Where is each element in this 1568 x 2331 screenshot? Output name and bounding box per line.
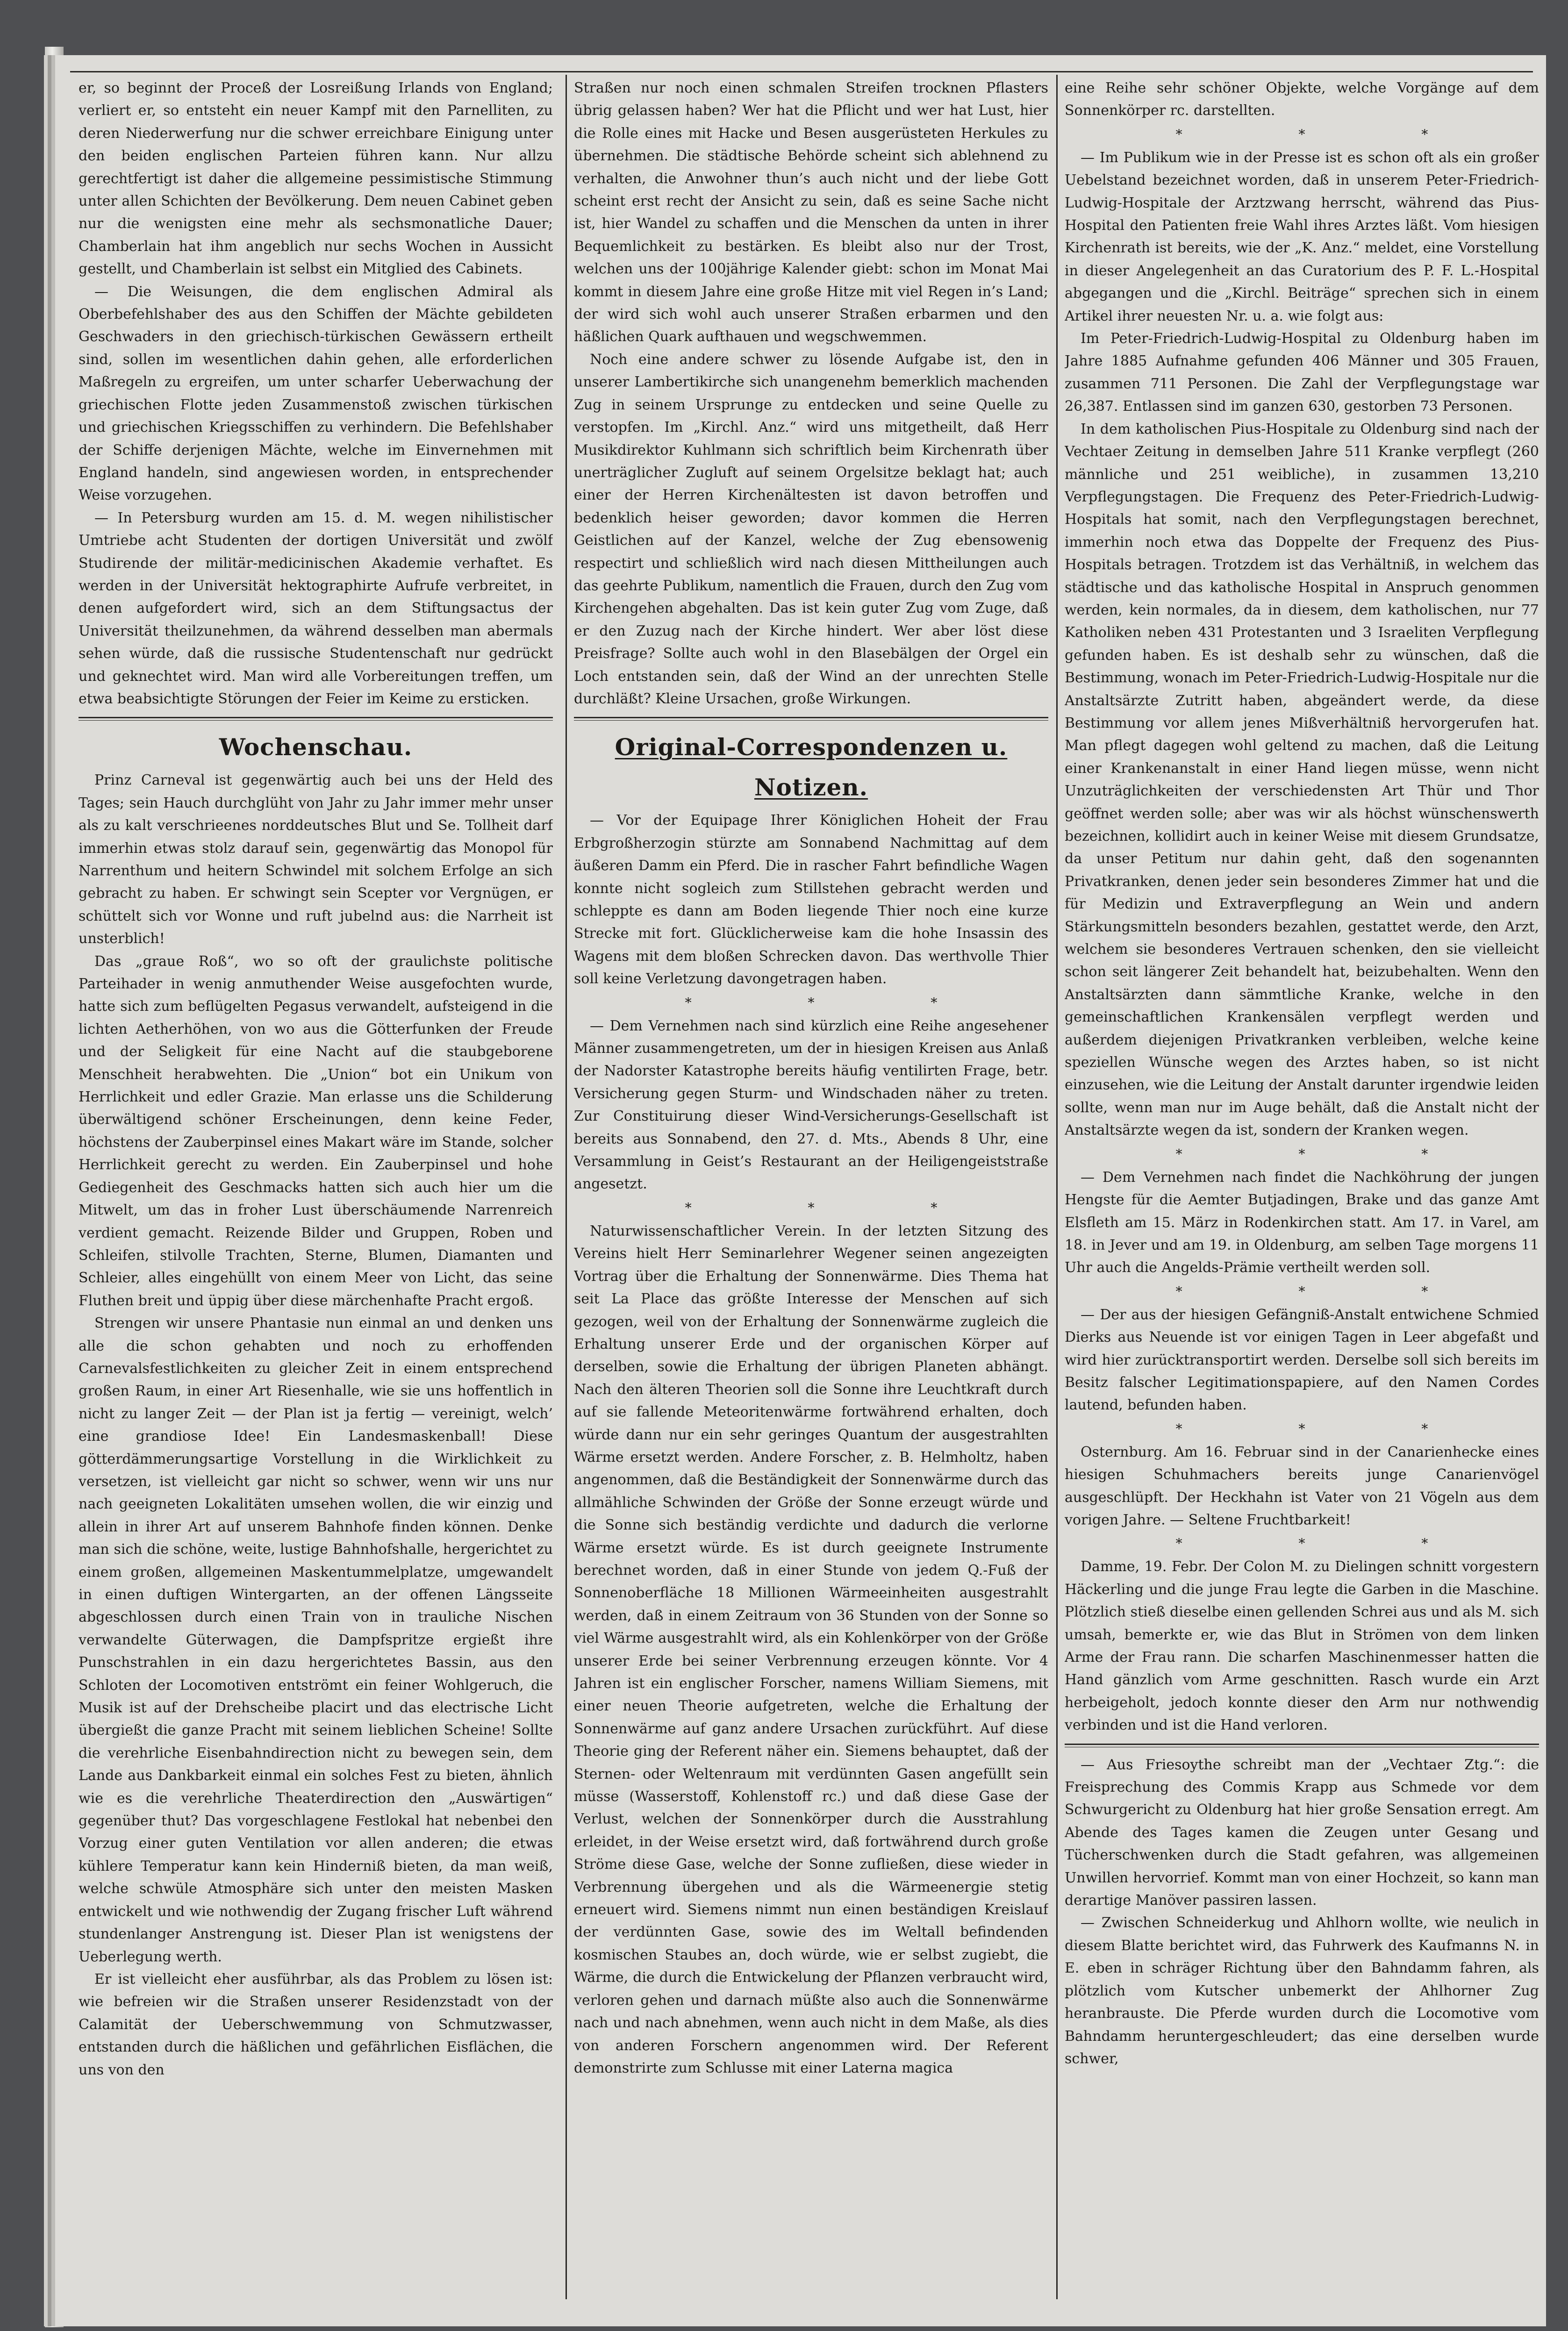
article-paragraph: — Zwischen Schneiderkug und Ahlhorn wollte, wie neulich in diesem Blatte berichtet wird, das Fuhrwerk des Kaufmanns N. in E. eben in schräger Richtung über den Bahndamm fahren, als plötzlich vom Kutscher unbemerkt der Ahlhorner Zug heranbrauste. Die Pferde wurden durch die Locomotive vom Bahndamm heruntergeschleudert; das eine derselben wurde schwer,	[1065, 1915, 1539, 2067]
article-paragraph: — Aus Friesoythe schreibt man der „Vechtaer Ztg.“: die Freisprechung des Commis Krapp aus Schmede vor dem Schwurgericht zu Oldenburg hat hier große Sensation erregt. Am Abende des Tages kamen die Zeugen unter Gesang und Tücherschwenken durch die Stadt gefahren, was allgemeinen Unwillen hervorrief. Kommt man von einer Hochzeit, so kann man derartige Manöver passiren lassen.	[1065, 1756, 1539, 1909]
article-paragraph: Er ist vielleicht eher ausführbar, als das Problem zu lösen ist: wie befreien wir die Straßen unserer Residenzstadt von der Calamität der Ueberschwemmung von Schmutzwasser, entstanden durch die häßlichen und gefährlichen Eisflächen, die uns von den	[79, 1971, 553, 2078]
article-paragraph: er, so beginnt der Proceß der Losreißung Irlands von England; verliert er, so entsteht ein neuer Kampf mit den Parnelliten, zu deren Niederwerfung nur die schwer erreichbare Einigung unter den beiden englischen Parteien führen kann. Nur allzu gerechtfertigt ist daher die allgemeine pessimistische Stimmung unter allen Schichten der Bevölkerung. Dem neuen Cabinet geben nur die wenigsten eine mehr als sechsmonatliche Dauer; Chamberlain hat ihm angeblich nur sechs Wochen in Aussicht gestellt, und Chamberlain ist selbst ein Mitglied des Cabinets.	[79, 80, 553, 278]
article-paragraph: Im Peter-Friedrich-Ludwig-Hospital zu Oldenburg haben im Jahre 1885 Aufnahme gefunden 406 Männer und 305 Frauen, zusammen 711 Personen. Die Zahl der Verpflegungstage war 26,387. Entlassen sind im ganzen 630, gestorben 73 Personen.	[1065, 330, 1539, 415]
asterism-divider: * * *	[1175, 1421, 1484, 1437]
section-separator	[79, 717, 553, 721]
article-paragraph: Strengen wir unsere Phantasie nun einmal an und denken uns alle die schon gehabten und noch zu erhoffenden Carnevalsfestlichkeiten zu gleicher Zeit in einem entsprechend großen Raum, in einer Art Riesenhalle, wie sie uns hoffentlich in nicht zu langer Zeit — der Plan ist ja fertig — vereinigt, welch’ eine grandiose Idee! Ein Landesmaskenball! Diese götterdämmerungsartige Vorstellung in die Wirklichkeit zu versetzen, ist vielleicht gar nicht so schwer, wenn wir uns nur nach geeigneten Lokalitäten umsehen wollen, die wir einzig und allein in ihrer Art auf unserem Bahnhofe finden können. Denke man sich die schöne, weite, lustige Bahnhofshalle, hergerichtet zu einem großen, allgemeinen Maskentummelplatze, umgewandelt in einen duftigen Wintergarten, an der offenen Längsseite abgeschlossen durch einen Train von in trauliche Nischen verwandelte Güterwagen, die Dampfspritze ergießt ihre Punschstrahlen in ein dazu hergerichtetes Bassin, aus den Schloten der Locomotiven entströmt ein feiner Wohlgeruch, die Musik ist auf der Drehscheibe placirt und das electrische Licht übergießt die ganze Pracht mit seinem lieblichen Scheine! Sollte die verehrliche Eisenbahndirection nicht zu bewegen sein, dem Lande aus Dankbarkeit einmal ein solches Fest zu bieten, ähnlich wie es die verehrliche Theaterdirection den „Auswärtigen“ gegenüber thut? Das vorgeschlagene Festlokal hat nebenbei den Vorzug einer guten Ventilation vor allen anderen; die etwas kühlere Temperatur kann kein Hinderniß bieten, da man weiß, welche schwüle Atmosphäre sich unter den meisten Masken entwickelt und wie nothwendig der Zugang frischer Luft während stundenlanger Anstrengung ist. Dieser Plan ist wenigstens der Ueberlegung werth.	[79, 1315, 553, 1965]
section-heading: Wochenschau.	[219, 733, 413, 761]
asterism-divider: * * *	[1175, 1283, 1484, 1299]
article-paragraph: — Im Publikum wie in der Presse ist es schon oft als ein großer Uebelstand bezeichnet worden, daß in unserem Peter-Friedrich-Ludwig-Hospitale der Arztzwang herrscht, während das Pius-Hospital den Patienten freie Wahl ihres Arztes läßt. Vom hiesigen Kirchenrath ist bereits, wie der „K. Anz.“ meldet, eine Vorstellung in dieser Angelegenheit an das Curatorium des P. F. L.-Hospital abgegangen und die „Kirchl. Beiträge“ sprechen sich in einem Artikel ihrer neuesten Nr. u. a. wie folgt aus:	[1065, 149, 1539, 324]
asterism-divider: * * *	[1175, 1536, 1484, 1552]
section-heading: Original-Correspondenzen u. Notizen.	[615, 733, 1008, 801]
article-paragraph: — In Petersburg wurden am 15. d. M. wegen nihilistischer Umtriebe acht Studenten der dortigen Universität und zwölf Studirende der militär-medicinischen Akademie verhaftet. Es werden in der Universität hektographirte Aufrufe verbreitet, in denen aufgefordert wird, sich an dem Stiftungsactus der Universität theilzunehmen, da während desselben man abermals sehen würde, daß die russische Studentenschaft nur gedrückt und geknechtet wird. Man wird alle Vorbereitungen treffen, um etwa beabsichtigte Störungen der Feier im Keime zu ersticken.	[79, 509, 553, 707]
asterism-divider: * * *	[1175, 126, 1484, 142]
article-paragraph: Osternburg. Am 16. Februar sind in der Canarienhecke eines hiesigen Schuhmachers bereits junge Canarienvögel ausgeschlüpft. Der Heckhahn ist Vater von 21 Vögeln aus dem vorigen Jahre. — Seltene Fruchtbarkeit!	[1065, 1444, 1539, 1528]
column-1	[79, 77, 553, 2311]
article-paragraph: — Die Weisungen, die dem englischen Admiral als Oberbefehlshaber des aus den Schiffen der Mächte gebildeten Geschwaders in den griechisch-türkischen Gewässern ertheilt sind, sollen im wesentlichen dahin gehen, alle erforderlichen Maßregeln zu ergreifen, um unter scharfer Ueberwachung der griechischen Flotte jeden Zusammenstoß zwischen türkischen und griechischen Kriegsschiffen zu verhindern. Die Befehlshaber der Schiffe derjenigen Mächte, welche im Einvernehmen mit England handeln, sind angewiesen worden, in entsprechender Weise vorzugehen.	[79, 283, 553, 504]
column-divider	[1056, 75, 1058, 2299]
asterism-divider: * * *	[685, 1200, 994, 1216]
article-paragraph: In dem katholischen Pius-Hospitale zu Oldenburg sind nach der Vechtaer Zeitung in demselben Jahre 511 Kranke verpflegt (260 männliche und 251 weibliche), in zusammen 13,210 Verpflegungstagen. Die Frequenz des Peter-Friedrich-Ludwig-Hospitals hat somit, nach den Verpflegungstagen berechnet, immerhin noch etwa das Doppelte der Frequenz des Pius-Hospitals betragen. Trotzdem ist das Verhältniß, in welchem das städtische und das katholische Hospital in Anspruch genommen werden, kein normales, da in diesem, dem katholischen, nur 77 Katholiken neben 431 Protestanten und 3 Israeliten Verpflegung gefunden haben. Es ist deshalb sehr zu wünschen, daß die Bestimmung, wonach im Peter-Friedrich-Ludwig-Hospitale nur die Anstaltsärzte Zutritt haben, abgeändert werde, da diese Bestimmung vor allem jenes Mißverhältniß hervorgerufen hat. Man pflegt dagegen wohl geltend zu machen, daß die Leitung einer Krankenanstalt in einer Hand liegen müsse, wenn nicht Unzuträglichkeiten der verschiedensten Art Thür und Thor geöffnet werden solle; aber was wir als höchst wünschenswerth bezeichnen, kollidirt auch in keiner Weise mit diesem Grundsatze, da unser Petitum nur dahin geht, daß den sogenannten Privatkranken, denen jeder sein besonderes Zimmer hat und die für Medizin und Extraverpflegung an Wein und andern Stärkungsmitteln besonders bezahlen, gestattet werde, den Arzt, welchem sie besonderes Vertrauen schenken, den sie vielleicht schon seit längerer Zeit behandelt hat, beizubehalten. Wenn den Anstaltsärzten dann sämmtliche Kranke, welche in den gemeinschaftlichen Krankensälen verpflegt werden und außerdem diejenigen Privatkranken verbleiben, welche keine speziellen Wünsche wegen des Arztes haben, so ist nicht einzusehen, wie die Leitung der Anstalt darunter irgendwie leiden sollte, wenn man nur im Auge behält, daß die Anstalt nicht der Anstaltsärzte wegen da ist, sondern der Kranken wegen.	[1065, 421, 1539, 1139]
article-paragraph: Damme, 19. Febr. Der Colon M. zu Dielingen schnitt vorgestern Häckerling und die junge Frau legte die Garben in die Maschine. Plötzlich stieß dieselbe einen gellenden Schrei aus und als M. sich umsah, bemerkte er, wie das Blut in Strömen von dem linken Arme der Frau rann. Die scharfen Maschinenmesser hatten die Hand gänzlich vom Arme geschnitten. Rasch wurde ein Arzt herbeigeholt, jedoch konnte dieser den Arm nur nothwendig verbinden und ist die Hand verloren.	[1065, 1559, 1539, 1734]
article-paragraph: — Dem Vernehmen nach sind kürzlich eine Reihe angesehener Männer zusammengetreten, um der in hiesigen Kreisen aus Anlaß der Nadorster Katastrophe bereits häufig ventilirten Frage, betr. Versicherung gegen Sturm- und Windschaden näher zu treten. Zur Constituirung dieser Wind-Versicherungs-Gesellschaft ist bereits aus Sonnabend, den 27. d. Mts., Abends 8 Uhr, eine Versammlung in Geist’s Restaurant an der Heiligengeiststraße angesetzt.	[574, 1017, 1048, 1193]
asterism-divider: * * *	[1175, 1146, 1484, 1162]
article-paragraph: — Vor der Equipage Ihrer Königlichen Hoheit der Frau Erbgroßherzogin stürzte am Sonnabend Nachmittag auf dem äußeren Damm ein Pferd. Die in rascher Fahrt befindliche Wagen konnte nicht sogleich zum Stillstehen gebracht werden und schleppte es dann am Boden liegende Thier noch eine kurze Strecke mit fort. Glücklicherweise kam die hohe Insassin des Wagens mit dem bloßen Schrecken davon. Das werthvolle Thier soll keine Verletzung davongetragen haben.	[574, 812, 1048, 987]
article-paragraph: Straßen nur noch einen schmalen Streifen trocknen Pflasters übrig gelassen haben? Wer hat die Pflicht und wer hat Lust, hier die Rolle eines mit Hacke und Besen ausgerüsteten Herkules zu übernehmen. Die städtische Behörde scheint sich ablehnend zu verhalten, die Anwohner thun’s auch nicht und der liebe Gott scheint erst recht der Ansicht zu sein, daß es seine Sache nicht ist, hier Wandel zu schaffen und die Menschen da unten in ihrer Bequemlichkeit zu bestärken. Es bleibt also nur der Trost, welchen uns der 100jährige Kalender giebt: schon im Monat Mai kommt in diesem Jahre eine große Hitze mit viel Regen in’s Land; der wird sich wohl auch unserer Straßen erbarmen und den häßlichen Quark aufthauen und wegschwemmen.	[574, 80, 1048, 345]
article-paragraph: — Dem Vernehmen nach findet die Nachköhrung der jungen Hengste für die Aemter Butjadingen, Brake und das ganze Amt Elsfleth am 15. März in Rodenkirchen statt. Am 17. in Varel, am 18. in Jever und am 19. in Oldenburg, am selben Tage morgens 11 Uhr auch die Angelds-Prämie vertheilt werden soll.	[1065, 1169, 1539, 1276]
column-3	[1065, 77, 1539, 2311]
top-rule	[70, 71, 1533, 72]
article-paragraph: Das „graue Roß“, wo so oft der graulichste politische Parteihader in wenig anmuthender Weise ausgefochten wurde, hatte sich zum beflügelten Pegasus verwandelt, aufsteigend in die lichten Aetherhöhen, von wo aus die Götterfunken der Freude und der Seligkeit für eine Nacht auf die staubgeborene Menschheit herabwehten. Die „Union“ bot ein Unikum von Herrlichkeit und edler Grazie. Man erlasse uns die Schilderung überwältigend schöner Erscheinungen, denn keine Feder, höchstens der Zauberpinsel eines Makart wäre im Stande, solcher Herrlichkeit gerecht zu werden. Ein Zauberpinsel und hohe Gediegenheit des Geschmacks hatten sich auch hier um die Mitwelt, um das in froher Lust überschäumende Narrenreich verdient gemacht. Reizende Bilder und Gruppen, Roben und Schleifen, stilvolle Trachten, Sterne, Blumen, Diamanten und Schleier, alles eingehüllt von einem Meer von Licht, das seine Fluthen breit und üppig über diese märchenhafte Pracht ergoß.	[79, 953, 553, 1309]
article-paragraph: eine Reihe sehr schöner Objekte, welche Vorgänge auf dem Sonnenkörper rc. darstellten.	[1065, 80, 1539, 119]
asterism-divider: * * *	[685, 994, 994, 1010]
article-paragraph: Noch eine andere schwer zu lösende Aufgabe ist, den in unserer Lambertikirche sich unangenehm bemerklich machenden Zug in seinem Ursprunge zu entdecken und seine Quelle zu verstopfen. Im „Kirchl. Anz.“ wird uns mitgetheilt, daß Herr Musikdirektor Kuhlmann sich schriftlich beim Kirchenrath über unerträglicher Zugluft auf seinem Orgelsitze beklagt hat; auch einer der Herren Kirchenältesten ist davon betroffen und bedenklich heiser geworden; davor kommen die Herren Geistlichen auf der Kanzel, welche der Zug ebensowenig respectirt und schließlich wird nach diesen Mittheilungen auch das geehrte Publikum, namentlich die Frauen, durch den Zug vom Kirchengehen abgehalten. Das ist kein guter Zug vom Zuge, daß er den Zuzug nach der Kirche hindert. Wer aber löst diese Preisfrage? Sollte auch wohl in den Blasebälgen der Orgel ein Loch entstanden sein, daß der Wind an der unrechten Stelle durchläßt? Kleine Ursachen, große Wirkungen.	[574, 351, 1048, 707]
article-paragraph: — Der aus der hiesigen Gefängniß-Anstalt entwichene Schmied Dierks aus Neuende ist vor einigen Tagen in Leer abgefaßt und wird hier zurücktransportirt werden. Derselbe soll sich bereits im Besitz falscher Legitimationspapiere, auf den Namen Cordes lautend, befunden haben.	[1065, 1306, 1539, 1414]
column-2	[574, 77, 1048, 2311]
article-paragraph: Prinz Carneval ist gegenwärtig auch bei uns der Held des Tages; sein Hauch durchglüht von Jahr zu Jahr immer mehr unser als zu kalt verschrieenes norddeutsches Blut und Se. Tollheit darf immerhin etwas stolz darauf sein, gegenwärtig das Monopol für Narrenthum und heitern Schwindel mit solchem Erfolge an sich gebracht zu haben. Er schwingt sein Scepter vor Vergnügen, er schüttelt sich vor Wonne und ruft jubelnd aus: die Narrheit ist unsterblich!	[79, 772, 553, 947]
section-separator	[1065, 1744, 1539, 1747]
column-divider	[566, 75, 567, 2299]
article-paragraph: Naturwissenschaftlicher Verein. In der letzten Sitzung des Vereins hielt Herr Seminarlehrer Wegener seinen angezeigten Vortrag über die Erhaltung der Sonnenwärme. Dies Thema hat seit La Place das größte Interesse der Menschen auf sich gezogen, weil von der Erhaltung der Sonnenwärme zugleich die Erhaltung unserer Erde und der organischen Körper auf derselben, sowie die Erhaltung der übrigen Planeten abhängt. Nach den älteren Theorien soll die Sonne ihre Leuchtkraft durch auf sie fallende Meteoritenwärme fortwährend erhalten, doch würde dann nur ein sehr geringes Quantum der ausgestrahlten Wärme ersetzt werden. Andere Forscher, z. B. Helmholtz, haben angenommen, daß die Beständigkeit der Sonnenwärme durch das allmähliche Schwinden der Größe der Sonne erzeugt würde und die Sonne sich beständig verdichte und dadurch die verlorne Wärme ersetzt würde. Es ist durch geeignete Instrumente berechnet worden, daß in einer Stunde von jedem Q.-Fuß der Sonnenoberfläche 18 Millionen Wärmeeinheiten ausgestrahlt werden, daß in einem Zeitraum von 36 Stunden von der Sonne so viel Wärme ausgestrahlt wird, als ein Kohlenkörper von der Größe unserer Erde bei seiner Verbrennung erzeugen könnte. Vor 4 Jahren ist ein englischer Forscher, namens William Siemens, mit einer neuen Theorie aufgetreten, welche die Erhaltung der Sonnenwärme auf ganz andere Ursachen zurückführt. Auf diese Theorie ging der Referent näher ein. Siemens behauptet, daß der Sternen- oder Weltenraum mit verdünnten Gasen angefüllt sein müsse (Wasserstoff, Kohlenstoff rc.) und daß diese Gase der Verlust, welchen der Sonnenkörper durch die Ausstrahlung erleidet, in der Weise ersetzt wird, daß fortwährend durch große Ströme diese Gase, welche der Sonne zufließen, diese wieder in Verbrennung übergehen und als die Wärmeenergie stetig erneuert wird. Siemens nimmt nun einen beständigen Kreislauf der verdünnten Gase, sowie des im Weltall befindenden kosmischen Staubes an, doch würde, wie er selbst zugiebt, die Wärme, die durch die Entwickelung der Pflanzen verbraucht wird, verloren gehen und darnach müßte also auch die Sonnenwärme nach und nach abnehmen, wenn auch nicht in dem Maße, als dies von anderen Forschern angenommen wird. Der Referent demonstrirte zum Schlusse mit einer Laterna magica	[574, 1223, 1048, 2076]
section-separator	[574, 717, 1048, 721]
